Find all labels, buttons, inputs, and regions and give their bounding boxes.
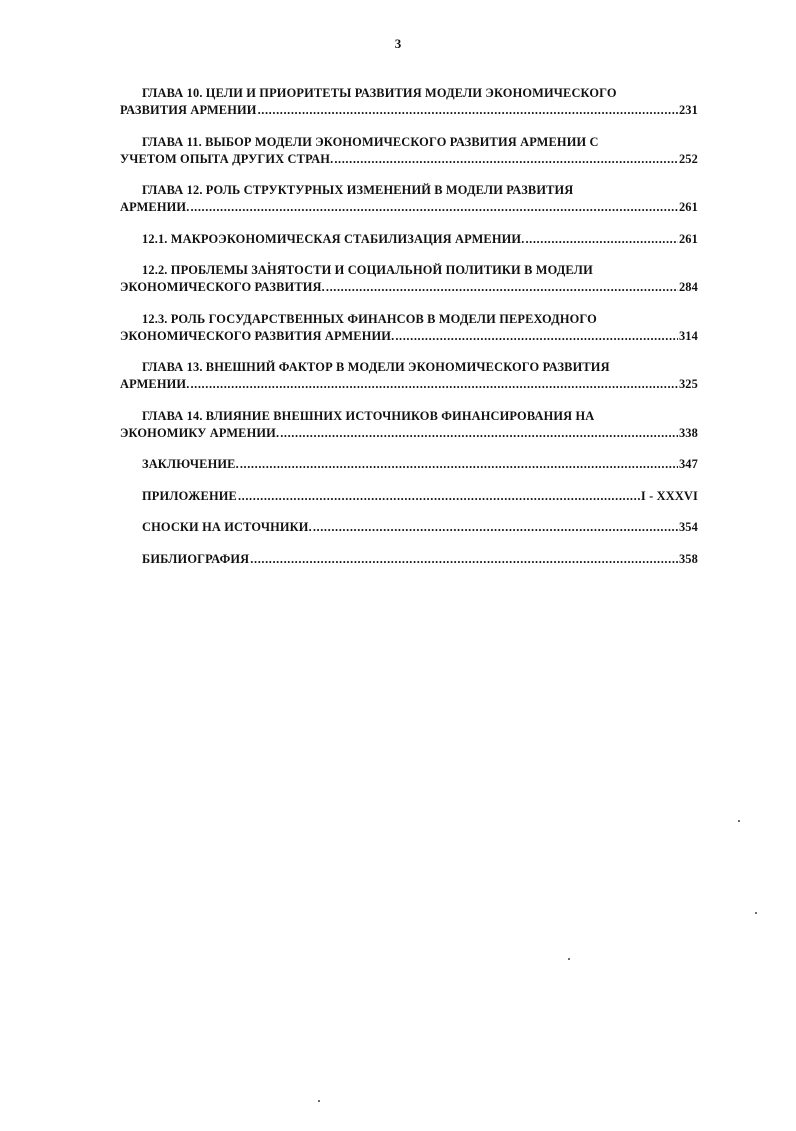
toc-entry-section-12-2[interactable] <box>120 262 698 296</box>
toc-entry-title-line-1: ГЛАВА 11. ВЫБОР МОДЕЛИ ЭКОНОМИЧЕСКОГО РАЗВИТИЯ АРМЕНИИ С <box>142 134 599 149</box>
toc-page-number: 252 <box>678 151 698 166</box>
toc-entry-section-12-1[interactable] <box>120 231 698 248</box>
scan-speck <box>568 958 570 960</box>
toc-entry-title-line-2: ЭКОНОМИЧЕСКОГО РАЗВИТИЯ АРМЕНИИ. <box>120 328 395 343</box>
toc-page-number: 354 <box>678 520 698 534</box>
toc-entry-appendix[interactable] <box>120 488 698 505</box>
dot-leader <box>525 231 677 248</box>
scan-speck <box>755 912 757 914</box>
dot-leader <box>280 425 678 442</box>
toc-entry-title-line-1: ГЛАВА 12. РОЛЬ СТРУКТУРНЫХ ИЗМЕНЕНИЙ В МОДЕЛИ РАЗВИТИЯ <box>142 183 574 197</box>
toc-page-number: I - XXXVI <box>640 488 698 503</box>
toc-page-number: 358 <box>678 551 698 566</box>
toc-entry-chapter-10[interactable] <box>120 85 698 119</box>
toc-entry-bibliography[interactable] <box>120 551 698 568</box>
dot-leader <box>326 279 678 296</box>
dot-leader <box>334 151 678 168</box>
toc-entry-chapter-11[interactable] <box>120 134 698 168</box>
toc-entry-references[interactable] <box>120 519 698 536</box>
toc-entry-title-line-1: ГЛАВА 10. ЦЕЛИ И ПРИОРИТЕТЫ РАЗВИТИЯ МОДЕЛИ ЭКОНОМИЧЕСКОГО <box>142 86 617 100</box>
toc-entry-title-line-1: ГЛАВА 13. ВНЕШНИЙ ФАКТОР В МОДЕЛИ ЭКОНОМИЧЕСКОГО РАЗВИТИЯ <box>142 360 610 374</box>
toc-entry-title-line-2: РАЗВИТИЯ АРМЕНИИ <box>120 103 257 117</box>
toc-page-number: 325 <box>678 377 698 391</box>
toc-entry-title: 12.1. МАКРОЭКОНОМИЧЕСКАЯ СТАБИЛИЗАЦИЯ АРМЕНИИ. <box>142 231 525 246</box>
toc-entry-title-line-2: АРМЕНИИ. <box>120 377 190 391</box>
toc-entry-title-line-1: ГЛАВА 14. ВЛИЯНИЕ ВНЕШНИХ ИСТОЧНИКОВ ФИНАНСИРОВАНИЯ НА <box>142 408 595 423</box>
toc-page-number: 261 <box>678 200 698 214</box>
toc-page-number: 261 <box>678 231 698 246</box>
dot-leader <box>250 551 678 568</box>
scan-speck <box>738 820 740 822</box>
scan-speck <box>268 262 270 264</box>
dot-leader <box>190 199 678 216</box>
toc-entry-chapter-12[interactable] <box>120 182 698 216</box>
toc-entry-section-12-3[interactable] <box>120 311 698 345</box>
dot-leader <box>238 488 640 505</box>
toc-entry-title: ПРИЛОЖЕНИЕ <box>142 488 237 503</box>
scan-speck <box>318 1100 320 1102</box>
toc-entry-chapter-14[interactable] <box>120 408 698 442</box>
dot-leader <box>258 102 678 119</box>
dot-leader <box>240 456 678 473</box>
toc-entry-conclusion[interactable] <box>120 456 698 473</box>
dot-leader <box>395 328 678 345</box>
toc-entry-title-line-2: ЭКОНОМИЧЕСКОГО РАЗВИТИЯ. <box>120 280 325 294</box>
toc-entry-title-line-2: ЭКОНОМИКУ АРМЕНИИ. <box>120 425 280 440</box>
toc-entry-title-line-1: 12.2. ПРОБЛЕМЫ ЗАНЯТОСТИ И СОЦИАЛЬНОЙ ПОЛИТИКИ В МОДЕЛИ <box>142 263 593 277</box>
page-number: 3 <box>394 36 402 51</box>
toc-page-number: 231 <box>678 103 698 117</box>
toc-entry-chapter-13[interactable] <box>120 359 698 393</box>
toc-entry-title: БИБЛИОГРАФИЯ <box>142 551 250 566</box>
toc-page-number: 338 <box>678 425 698 440</box>
dot-leader <box>190 376 678 393</box>
toc-page-number: 347 <box>678 457 698 471</box>
table-of-contents <box>120 85 698 582</box>
toc-entry-title-line-2: УЧЕТОМ ОПЫТА ДРУГИХ СТРАН. <box>120 151 334 166</box>
toc-page-number: 284 <box>678 280 698 294</box>
toc-entry-title-line-2: АРМЕНИИ. <box>120 200 190 214</box>
dot-leader <box>313 519 678 536</box>
toc-entry-title-line-1: 12.3. РОЛЬ ГОСУДАРСТВЕННЫХ ФИНАНСОВ В МОДЕЛИ ПЕРЕХОДНОГО <box>142 311 597 326</box>
toc-entry-title: ЗАКЛЮЧЕНИЕ. <box>142 457 239 471</box>
toc-page-number: 314 <box>678 328 698 343</box>
toc-entry-title: СНОСКИ НА ИСТОЧНИКИ. <box>142 520 312 534</box>
